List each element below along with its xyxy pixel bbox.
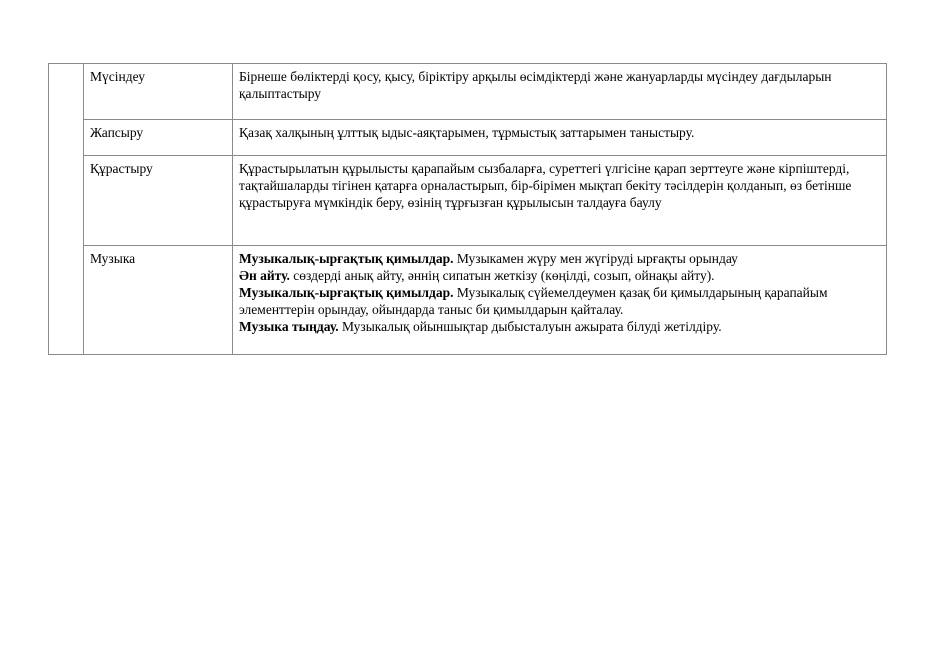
music-item-heading: Музыкалық-ырғақтық қимылдар. — [239, 251, 454, 266]
music-item-heading: Музыкалық-ырғақтық қимылдар. — [239, 285, 454, 300]
table-row — [49, 156, 887, 246]
music-item — [239, 284, 880, 318]
activity-name-cell: Жапсыру — [84, 120, 233, 156]
activity-description-cell: Бірнеше бөліктерді қосу, қысу, біріктіру арқылы өсімдіктерді және жануарларды мүсіндеу дағдыларын қалыптастыру — [233, 64, 887, 120]
music-item — [239, 318, 880, 335]
music-item-text: сөздерді анық айту, әннің сипатын жеткізу (көңілді, созып, ойнақы айту). — [289, 268, 715, 283]
curriculum-table — [48, 63, 887, 355]
table-row — [49, 120, 887, 156]
music-item-text: Музыкамен жүру мен жүгіруді ырғақты орындау — [453, 251, 738, 266]
activity-name-cell: Музыка — [84, 246, 233, 355]
music-item-text: Музыкалық ойыншықтар дыбысталуын ажырата білуді жетілдіру. — [338, 319, 722, 334]
activity-description-cell: Құрастырылатын құрылысты қарапайым сызбаларға, суреттегі үлгісіне қарап зерттеуге және кірпіштерді, тақтайшаларды тігінен қатарға орналастырып, бір-бірімен мықтап бекіту тәсілдерін қолданып, өз бетінше құрастыруға мүмкіндік беру, өзінің тұрғызған құрылысын талдауға баулу — [233, 156, 887, 246]
activity-name-cell: Мүсіндеу — [84, 64, 233, 120]
music-item-text: Музыкалық сүйемелдеумен қазақ би қимылдарының қарапайым элементтерін орындау, ойындарда таныс би қимылдарын қайталау. — [239, 285, 828, 317]
activity-description-cell: Қазақ халқының ұлттық ыдыс-аяқтарымен, тұрмыстық заттарымен таныстыру. — [233, 120, 887, 156]
music-item — [239, 267, 880, 284]
blank-column-cell — [49, 64, 84, 355]
music-item — [239, 250, 880, 267]
table-row — [49, 64, 887, 120]
music-item-heading: Ән айту. — [239, 268, 290, 283]
activity-name-cell: Құрастыру — [84, 156, 233, 246]
activity-description-cell — [233, 246, 887, 355]
table-row — [49, 246, 887, 355]
music-item-heading: Музыка тыңдау. — [239, 319, 339, 334]
